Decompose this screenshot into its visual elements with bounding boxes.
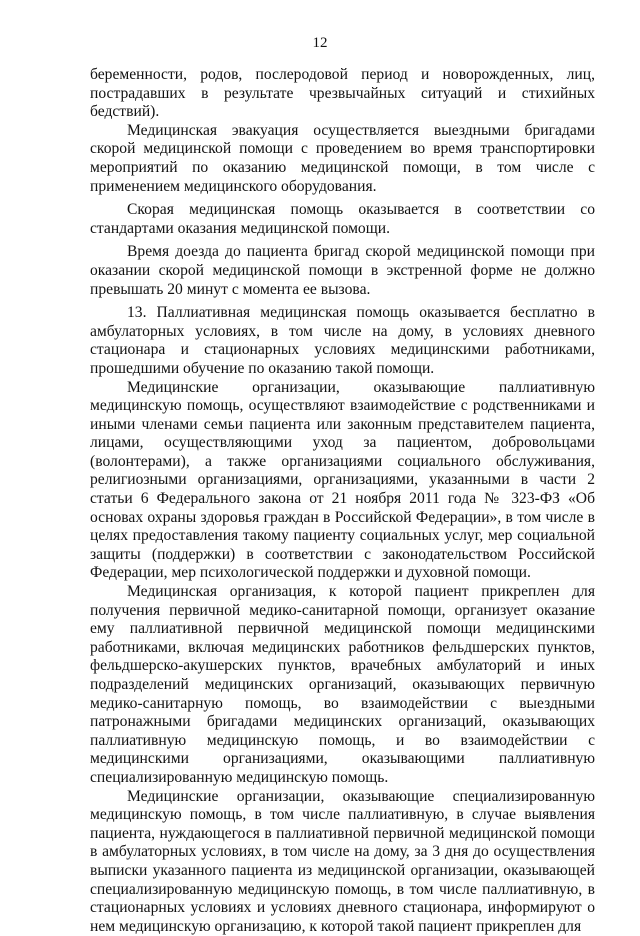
document-body (90, 66, 595, 936)
paragraph-medical-evacuation: Медицинская эвакуация осуществляется выездными бригадами скорой медицинской помощи с проведением во время транспортировки мероприятий по оказанию медицинской помощи, в том числе с применением медицинского оборудования. (90, 121, 595, 195)
paragraph-emergency-standards: Скорая медицинская помощь оказывается в соответствии со стандартами оказания медицинской помощи. (90, 201, 595, 237)
page-number: 12 (312, 35, 328, 51)
paragraph-primary-care-organization: Медицинская организация, к которой пациент прикреплен для получения первичной медико-санитарной помощи, организует оказание ему паллиативной первичной медицинской помощи медицинскими работниками, включая медицинских работников фельдшерских пунктов, фельдшерско-акушерских пунктов, врачебных амбулаторий и иных подразделений медицинских организаций, оказывающих первичную медико-санитарную помощь, во взаимодействии с выездными патронажными бригадами медицинских организаций, оказывающих паллиативную медицинскую помощь, и во взаимодействии с медицинскими организациями, оказывающими паллиативную специализированную медицинскую помощь. (90, 583, 595, 786)
paragraph-palliative-interaction: Медицинские организации, оказывающие паллиативную медицинскую помощь, осуществляют взаимодействие с родственниками и иными членами семьи пациента или законным представителем пациента, лицами, осуществляющими уход за пациентом, добровольцами (волонтерами), а также организациями социального обслуживания, религиозными организациями, организациями, указанными в части 2 статьи 6 Федерального закона от 21 ноября 2011 года № 323-ФЗ «Об основах охраны здоровья граждан в Российской Федерации», в том числе в целях предоставления такому пациенту социальных услуг, мер социальной защиты (поддержки) в соответствии с законодательством Российской Федерации, мер психологической поддержки и духовной помощи. (90, 378, 595, 582)
paragraph-continuation: беременности, родов, послеродовой период и новорожденных, лиц, пострадавших в результате чрезвычайных ситуаций и стихийных бедствий). (90, 66, 595, 121)
paragraph-specialized-care-notification: Медицинские организации, оказывающие специализированную медицинскую помощь, в том числе паллиативную, в случае выявления пациента, нуждающегося в паллиативной первичной медицинской помощи в амбулаторных условиях, в том числе на дому, за 3 дня до осуществления выписки указанного пациента из медицинской организации, оказывающей специализированную медицинскую помощь, в том числе паллиативную, в стационарных условиях и условиях дневного стационара, информируют о нем медицинскую организацию, к которой такой пациент прикреплен для (90, 787, 595, 935)
paragraph-palliative-care: 13. Паллиативная медицинская помощь оказывается бесплатно в амбулаторных условиях, в том числе на дому, в условиях дневного стационара и стационарных условиях медицинскими работниками, прошедшими обучение по оказанию такой помощи. (90, 304, 595, 377)
paragraph-arrival-time: Время доезда до пациента бригад скорой медицинской помощи при оказании скорой медицинской помощи в экстренной форме не должно превышать 20 минут с момента ее вызова. (90, 243, 595, 298)
